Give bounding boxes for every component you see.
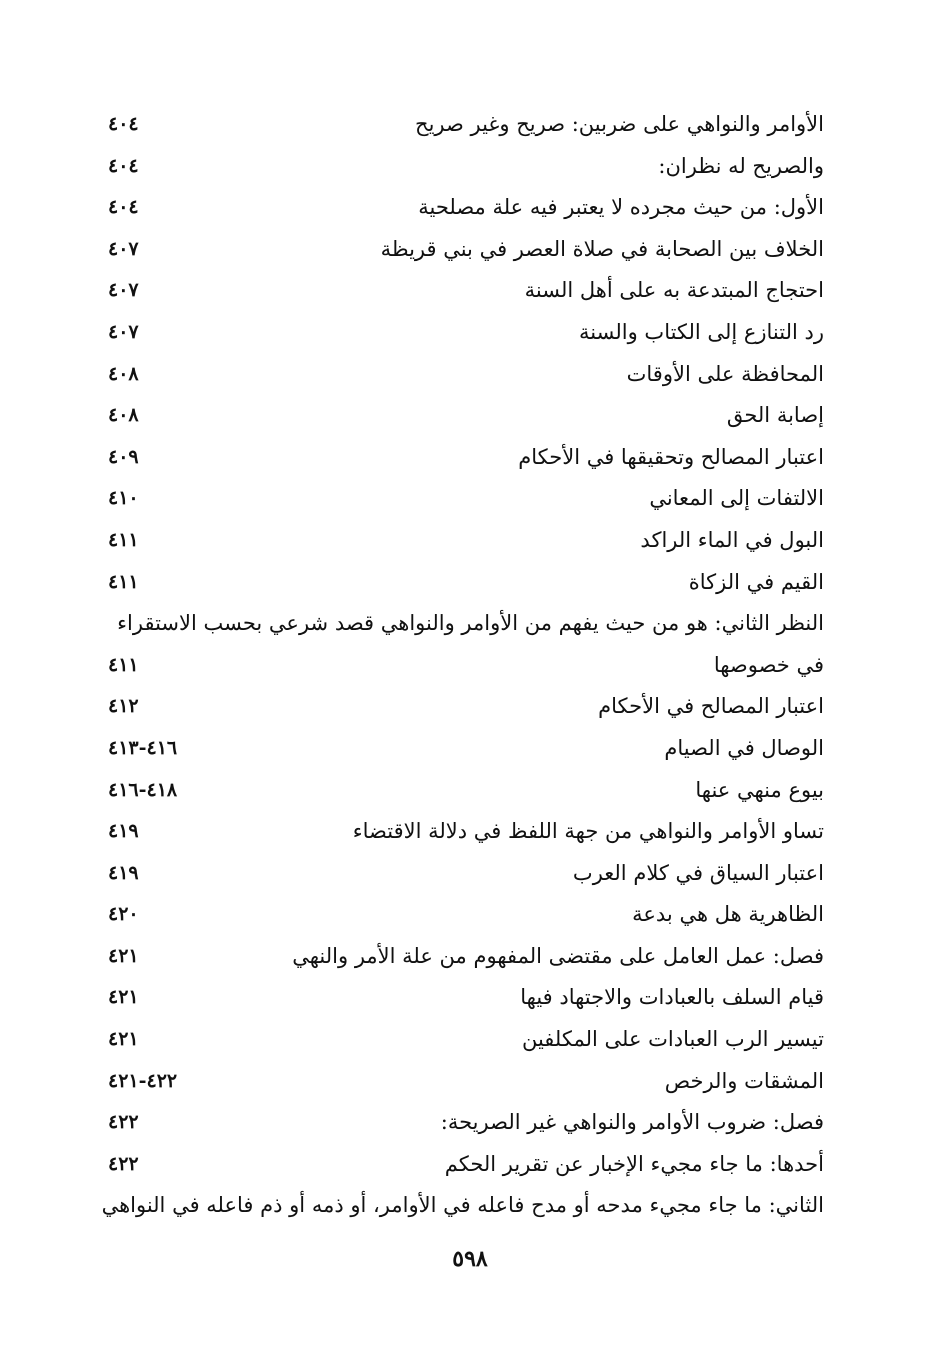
index-entry <box>108 1061 824 1103</box>
entry-page-ref: ٤٢١-٤٢٢ <box>108 1069 178 1092</box>
entry-title: الوصال في الصيام <box>664 735 824 760</box>
entry-title: المشقات والرخص <box>664 1068 824 1093</box>
entry-title: الظاهرية هل هي بدعة <box>632 902 824 927</box>
entry-title: المحافظة على الأوقات <box>626 361 824 386</box>
entry-title: اعتبار المصالح وتحقيقها في الأحكام <box>518 444 824 469</box>
entry-page-ref: ٤٢٢ <box>108 1111 139 1134</box>
index-entry <box>108 395 824 437</box>
index-entry <box>108 811 824 853</box>
index-entry <box>108 562 824 604</box>
entry-page-ref: ٤٢٠ <box>108 903 139 926</box>
index-entry <box>108 146 824 188</box>
entry-page-ref: ٤٢١ <box>108 944 139 967</box>
index-entry <box>108 187 824 229</box>
index-entry <box>108 977 824 1019</box>
entry-title: أحدها: ما جاء مجيء الإخبار عن تقرير الحكم <box>444 1151 824 1176</box>
entry-page-ref: ٤١٩ <box>108 820 139 843</box>
entry-title: احتجاج المبتدعة به على أهل السنة <box>524 278 824 303</box>
entry-title: البول في الماء الراكد <box>640 527 824 552</box>
entry-title: فصل: عمل العامل على مقتضى المفهوم من علة الأمر والنهي <box>292 943 824 968</box>
index-entry <box>108 603 824 645</box>
entry-title: بيوع منهي عنها <box>695 777 824 802</box>
entry-page-ref: ٤٠٧ <box>108 320 139 343</box>
entry-page-ref: ٤٠٨ <box>108 362 139 385</box>
entry-page-ref: ٤٠٤ <box>108 196 139 219</box>
index-entry <box>108 936 824 978</box>
entry-title: في خصوصها <box>713 652 824 677</box>
entry-page-ref: ٤٠٨ <box>108 404 139 427</box>
index-entry <box>108 104 824 146</box>
entry-page-ref: ٤١٢ <box>108 695 139 718</box>
index-entry <box>108 520 824 562</box>
index-entry <box>108 853 824 895</box>
entry-page-ref: ٤٠٧ <box>108 237 139 260</box>
entry-title: الالتفات إلى المعاني <box>649 486 824 511</box>
entry-page-ref: ٤٢١ <box>108 986 139 1009</box>
entry-title: فصل: ضروب الأوامر والنواهي غير الصريحة: <box>440 1110 824 1135</box>
index-entry <box>108 270 824 312</box>
entry-title: والصريح له نظران: <box>658 153 824 178</box>
index-entry <box>108 437 824 479</box>
entry-page-ref: ٤١٠ <box>108 487 139 510</box>
entry-page-ref: ٤٠٤ <box>108 154 139 177</box>
entry-title: الثاني: ما جاء مجيء مدحه أو مدح فاعله في الأوامر، أو ذمه أو ذم فاعله في النواهي <box>101 1193 824 1218</box>
index-entry <box>108 686 824 728</box>
entry-title: قيام السلف بالعبادات والاجتهاد فيها <box>520 985 824 1010</box>
entry-title: الأول: من حيث مجرده لا يعتبر فيه علة مصلحية <box>418 195 824 220</box>
entry-page-ref: ٤٠٤ <box>108 113 139 135</box>
index-list <box>101 104 824 1227</box>
index-entry <box>108 1019 824 1061</box>
entry-page-ref: ٤١٣-٤١٦ <box>108 736 178 759</box>
index-entry <box>108 645 824 687</box>
entry-page-ref: ٤٠٩ <box>108 445 139 468</box>
entry-title: رد التنازع إلى الكتاب والسنة <box>579 319 824 344</box>
index-entry <box>108 1102 824 1144</box>
entry-page-ref: ٤١٩ <box>108 861 139 884</box>
index-entry <box>108 478 824 520</box>
entry-page-ref: ٤١١ <box>108 570 139 593</box>
entry-title: تيسير الرب العبادات على المكلفين <box>521 1027 824 1052</box>
entry-title: الأوامر والنواهي على ضربين: صريح وغير صريح <box>415 112 824 136</box>
entry-page-ref: ٤١١ <box>108 528 139 551</box>
page-number: ٥٩٨ <box>452 1246 488 1272</box>
entry-title: النظر الثاني: هو من حيث يفهم من الأوامر والنواهي قصد شرعي بحسب الاستقراء <box>117 611 824 636</box>
entry-title: إصابة الحق <box>726 403 824 428</box>
index-entry <box>101 1185 824 1227</box>
index-entry <box>108 728 824 770</box>
index-entry <box>108 312 824 354</box>
entry-page-ref: ٤٠٧ <box>108 279 139 302</box>
index-entry <box>108 229 824 271</box>
entry-title: اعتبار السياق في كلام العرب <box>572 860 824 885</box>
entry-title: الخلاف بين الصحابة في صلاة العصر في بني قريظة <box>380 236 824 261</box>
index-entry <box>108 894 824 936</box>
entry-page-ref: ٤١١ <box>108 653 139 676</box>
entry-title: اعتبار المصالح في الأحكام <box>598 694 824 719</box>
entry-page-ref: ٤٢٢ <box>108 1152 139 1175</box>
index-entry <box>108 1144 824 1186</box>
index-entry <box>108 354 824 396</box>
entry-page-ref: ٤٢١ <box>108 1028 139 1051</box>
entry-page-ref: ٤١٦-٤١٨ <box>108 778 178 801</box>
entry-title: القيم في الزكاة <box>688 569 824 594</box>
index-entry <box>108 770 824 812</box>
entry-title: تساو الأوامر والنواهي من جهة اللفظ في دلالة الاقتضاء <box>352 819 824 844</box>
